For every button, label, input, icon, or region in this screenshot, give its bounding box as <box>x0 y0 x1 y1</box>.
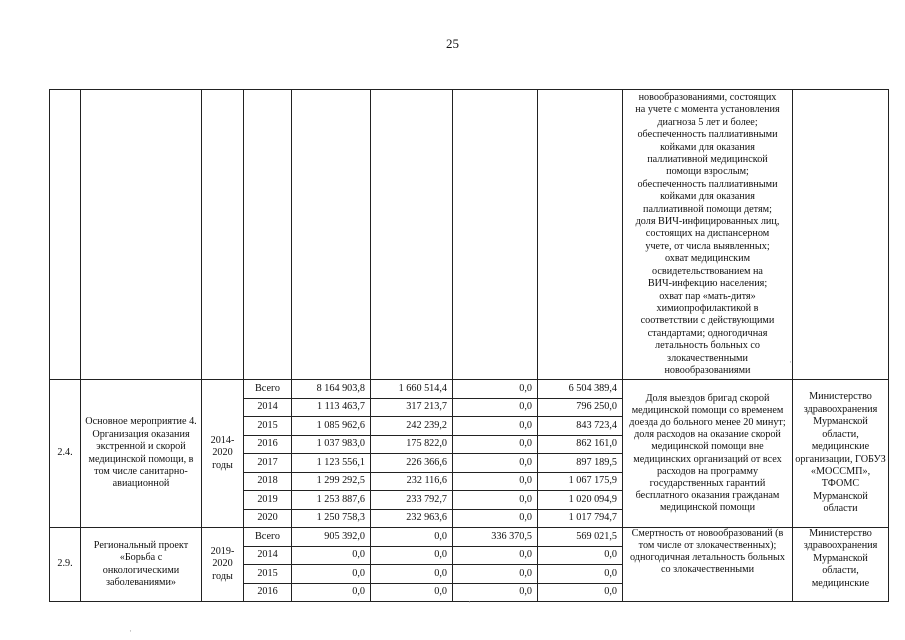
tfoms-cell: 1 067 175,9 <box>538 472 623 491</box>
row-number: 2.9. <box>50 528 81 602</box>
indicator-line: новообразованиями, состоящих <box>638 92 777 103</box>
indicator-line: обеспеченность паллиативными <box>637 178 778 190</box>
period: 2014-2020 годы <box>202 380 244 528</box>
indicator-line: паллиативной помощи детям; <box>643 203 772 215</box>
total-cell: 0,0 <box>292 583 371 602</box>
year-cell: 2018 <box>244 472 292 491</box>
cell-empty <box>202 90 244 380</box>
indicator-line: состоящих на диспансерном <box>645 228 770 240</box>
total-cell: 1 123 556,1 <box>292 454 371 473</box>
indicator-line: диагноза 5 лет и более; <box>657 116 758 128</box>
tfoms-cell: 897 189,5 <box>538 454 623 473</box>
local-cell: 0,0 <box>453 491 538 510</box>
cell-empty <box>81 90 202 380</box>
local-cell: 0,0 <box>453 435 538 454</box>
cell-empty <box>244 90 292 380</box>
tfoms-cell: 569 021,5 <box>538 528 623 547</box>
cell-empty <box>538 90 623 380</box>
cell-empty <box>793 90 889 380</box>
indicator-line: доля ВИЧ-инфицированных лиц, <box>635 216 780 228</box>
total-cell: 1 037 983,0 <box>292 435 371 454</box>
indicator-line: охват медицинским <box>664 253 751 265</box>
total-cell: 0,0 <box>292 565 371 584</box>
federal-cell: 317 213,7 <box>371 398 453 417</box>
year-cell: Всего <box>244 380 292 399</box>
indicator-line: охват пар «мать-дитя» <box>659 290 756 302</box>
local-cell: 0,0 <box>453 454 538 473</box>
scan-speck: · <box>468 597 471 607</box>
total-cell: 1 113 463,7 <box>292 398 371 417</box>
scan-speck: · <box>129 626 132 636</box>
local-cell: 336 370,5 <box>453 528 538 547</box>
executors-cell: Министерство здравоохранения Мурманской области, медицинские <box>793 528 889 602</box>
federal-cell: 0,0 <box>371 583 453 602</box>
table-row <box>50 528 889 547</box>
cell-empty <box>292 90 371 380</box>
indicator-line: учете, от числа выявленных; <box>645 240 770 252</box>
local-cell: 0,0 <box>453 398 538 417</box>
federal-cell: 232 116,6 <box>371 472 453 491</box>
federal-cell: 0,0 <box>371 528 453 547</box>
total-cell: 1 253 887,6 <box>292 491 371 510</box>
tfoms-cell: 0,0 <box>538 565 623 584</box>
local-cell: 0,0 <box>453 509 538 528</box>
measure-name: Основное мероприятие 4. Организация оказания экстренной и скорой медицинской помощи, в том числе санитарно-авиационной <box>81 380 202 528</box>
continuation-indicators-cell <box>623 90 793 380</box>
period: 2019-2020 годы <box>202 528 244 602</box>
year-cell: 2014 <box>244 398 292 417</box>
indicator-line: на учете с момента установления <box>635 104 780 116</box>
year-cell: 2014 <box>244 546 292 565</box>
local-cell: 0,0 <box>453 417 538 436</box>
continuation-indicators <box>625 92 790 377</box>
local-cell: 0,0 <box>453 583 538 602</box>
year-cell: Всего <box>244 528 292 547</box>
local-cell: 0,0 <box>453 546 538 565</box>
indicator-line: соответствии с действующими <box>640 315 775 327</box>
year-cell: 2016 <box>244 583 292 602</box>
total-cell: 0,0 <box>292 546 371 565</box>
total-cell: 905 392,0 <box>292 528 371 547</box>
indicator-line: койками для оказания <box>660 191 755 203</box>
tfoms-cell: 862 161,0 <box>538 435 623 454</box>
cell-empty <box>453 90 538 380</box>
indicator-line: койками для оказания <box>660 141 755 153</box>
total-cell: 1 250 758,3 <box>292 509 371 528</box>
local-cell: 0,0 <box>453 380 538 399</box>
indicator-line: помощи взрослым; <box>666 166 749 178</box>
continuation-row <box>50 90 889 380</box>
federal-cell: 0,0 <box>371 546 453 565</box>
total-cell: 1 085 962,6 <box>292 417 371 436</box>
year-cell: 2016 <box>244 435 292 454</box>
indicator-line: паллиативной медицинской <box>647 154 768 166</box>
total-cell: 1 299 292,5 <box>292 472 371 491</box>
indicator-line: стандартами; одногодичная <box>647 327 768 339</box>
federal-cell: 1 660 514,4 <box>371 380 453 399</box>
program-table <box>49 89 889 602</box>
table-row <box>50 380 889 399</box>
federal-cell: 175 822,0 <box>371 435 453 454</box>
row-group-2-4 <box>50 380 889 528</box>
indicator-line: ВИЧ-инфекцию населения; <box>647 278 768 290</box>
row-group-2-9 <box>50 528 889 602</box>
tfoms-cell: 843 723,4 <box>538 417 623 436</box>
indicator-line: освидетельствованием на <box>652 265 763 277</box>
cell-empty <box>50 90 81 380</box>
federal-cell: 242 239,2 <box>371 417 453 436</box>
year-cell: 2017 <box>244 454 292 473</box>
indicator-line: злокачественными <box>667 352 748 364</box>
tfoms-cell: 796 250,0 <box>538 398 623 417</box>
tfoms-cell: 0,0 <box>538 546 623 565</box>
indicator-line: новообразованиями <box>664 364 751 376</box>
measure-name: Региональный проект «Борьба с онкологическими заболеваниями» <box>81 528 202 602</box>
indicator-line: химиопрофилактикой в <box>656 302 759 314</box>
total-cell: 8 164 903,8 <box>292 380 371 399</box>
year-cell: 2019 <box>244 491 292 510</box>
federal-cell: 0,0 <box>371 565 453 584</box>
federal-cell: 226 366,6 <box>371 454 453 473</box>
scan-speck: · <box>789 357 792 367</box>
local-cell: 0,0 <box>453 565 538 584</box>
year-cell: 2015 <box>244 565 292 584</box>
page-number: 25 <box>446 36 459 51</box>
local-cell: 0,0 <box>453 472 538 491</box>
year-cell: 2015 <box>244 417 292 436</box>
tfoms-cell: 0,0 <box>538 583 623 602</box>
executors-cell: Министерство здравоохранения Мурманской области, медицинские организации, ГОБУЗ «МОССМП», ТФОМС Мурманской области <box>793 380 889 528</box>
federal-cell: 232 963,6 <box>371 509 453 528</box>
indicator-line: летальность больных со <box>655 340 760 352</box>
tfoms-cell: 6 504 389,4 <box>538 380 623 399</box>
indicators-cell: Смертность от новообразований (в том числе от злокачественных); одногодичная летальность больных со злокачественными <box>623 528 793 602</box>
row-number: 2.4. <box>50 380 81 528</box>
year-cell: 2020 <box>244 509 292 528</box>
cell-empty <box>371 90 453 380</box>
indicator-line: обеспеченность паллиативными <box>637 129 778 141</box>
indicators-cell: Доля выездов бригад скорой медицинской помощи со временем доезда до больного менее 20 минут; доля расходов на оказание скорой медицинской помощи вне медицинских организаций от всех расходов на программу государственных гарантий бесплатного оказания гражданам медицинской помощи <box>623 380 793 528</box>
tfoms-cell: 1 017 794,7 <box>538 509 623 528</box>
federal-cell: 233 792,7 <box>371 491 453 510</box>
tfoms-cell: 1 020 094,9 <box>538 491 623 510</box>
